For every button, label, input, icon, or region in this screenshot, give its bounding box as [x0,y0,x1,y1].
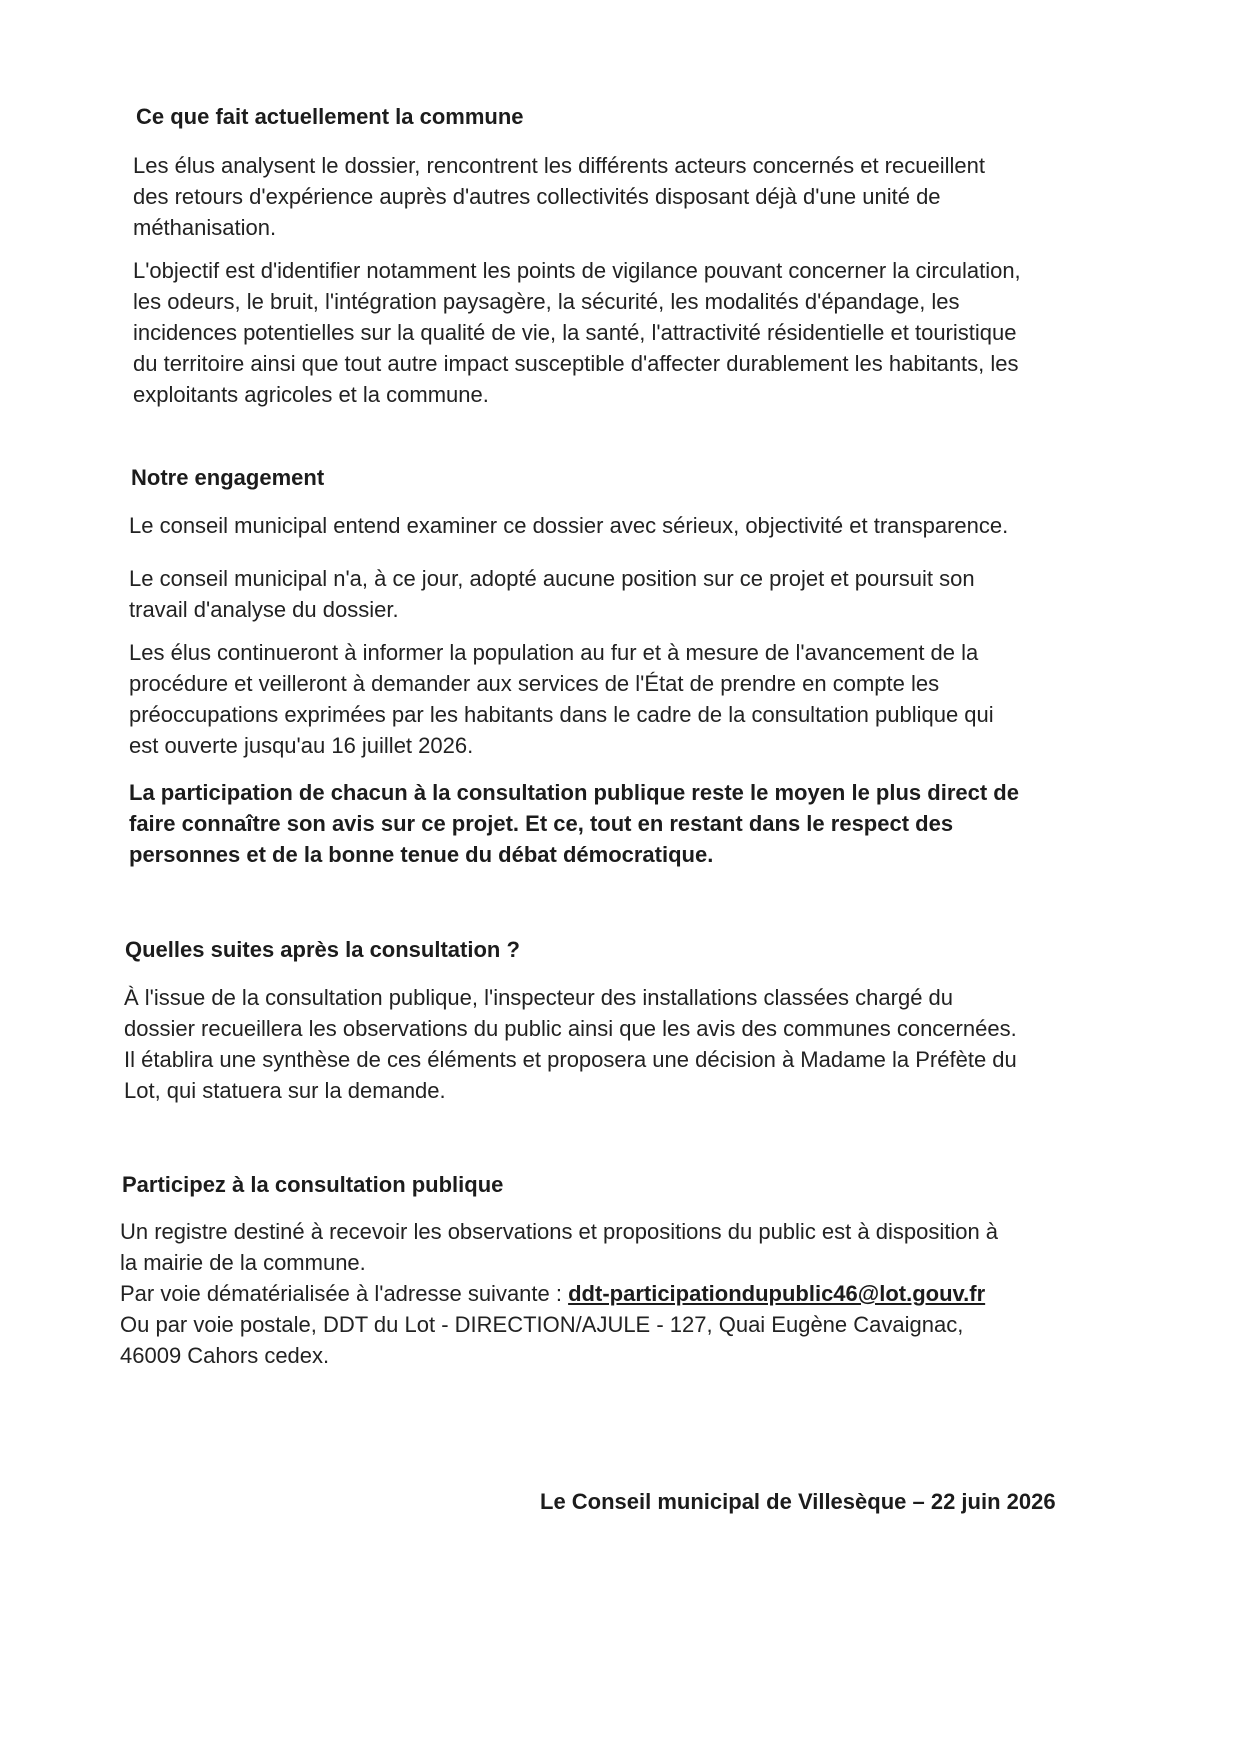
text-line: méthanisation. [133,215,277,240]
heading-suites: Quelles suites après la consultation ? [125,937,520,962]
text-line: La participation de chacun à la consultation publique reste le moyen le plus direct de [129,780,1019,805]
heading-engagement: Notre engagement [131,465,325,490]
paragraph-issue-consultation [124,982,1144,1106]
text-line: Il établira une synthèse de ces éléments et proposera une décision à Madame la Préfète du [124,1047,1017,1072]
text-line: Lot, qui statuera sur la demande. [124,1078,446,1103]
text-line: Le conseil municipal entend examiner ce dossier avec sérieux, objectivité et transparence. [129,513,1009,538]
text-line: Le conseil municipal n'a, à ce jour, adopté aucune position sur ce projet et poursuit son [129,566,975,591]
paragraph-elus-analysent [133,150,1133,243]
email-prefix: Par voie dématérialisée à l'adresse suivante : [120,1281,569,1306]
text-line: 46009 Cahors cedex. [120,1343,330,1368]
text-line: procédure et veilleront à demander aux services de l'État de prendre en compte les [129,671,940,696]
paragraph-participation-bold [129,777,1149,870]
text-line: la mairie de la commune. [120,1250,366,1275]
text-line: Les élus continueront à informer la population au fur et à mesure de l'avancement de la [129,640,979,665]
paragraph-informer [129,637,1139,761]
text-line: préoccupations exprimées par les habitants dans le cadre de la consultation publique qui [129,702,994,727]
text-line: est ouverte jusqu'au 16 juillet 2026. [129,733,474,758]
text-line: Un registre destiné à recevoir les observations et propositions du public est à disposition à [120,1219,999,1244]
heading-participez: Participez à la consultation publique [122,1172,504,1197]
paragraph-aucune-position [129,563,1139,625]
email-link[interactable]: ddt-participationdupublic46@lot.gouv.fr [568,1281,986,1306]
signature: Le Conseil municipal de Villesèque – 22 juin 2026 [540,1489,1056,1514]
paragraph-objectif [133,255,1143,410]
text-line: travail d'analyse du dossier. [129,597,399,622]
text-line: L'objectif est d'identifier notamment les points de vigilance pouvant concerner la circulation, [133,258,1021,283]
text-line: incidences potentielles sur la qualité de vie, la santé, l'attractivité résidentielle et touristique [133,320,1017,345]
paragraph-registre [120,1216,1140,1371]
paragraph-examiner [129,510,1139,541]
text-line: des retours d'expérience auprès d'autres collectivités disposant déjà d'une unité de [133,184,941,209]
text-line: faire connaître son avis sur ce projet. Et ce, tout en restant dans le respect des [129,811,954,836]
text-line: À l'issue de la consultation publique, l'inspecteur des installations classées chargé du [124,985,954,1010]
text-line: Les élus analysent le dossier, rencontrent les différents acteurs concernés et recueillent [133,153,985,178]
heading-current-actions: Ce que fait actuellement la commune [136,104,524,129]
text-line: Ou par voie postale, DDT du Lot - DIRECTION/AJULE - 127, Quai Eugène Cavaignac, [120,1312,964,1337]
text-line: du territoire ainsi que tout autre impact susceptible d'affecter durablement les habitants, les [133,351,1019,376]
text-line: exploitants agricoles et la commune. [133,382,489,407]
text-line: personnes et de la bonne tenue du débat démocratique. [129,842,714,867]
text-line: les odeurs, le bruit, l'intégration paysagère, la sécurité, les modalités d'épandage, les [133,289,960,314]
text-line: dossier recueillera les observations du public ainsi que les avis des communes concernées. [124,1016,1017,1041]
text-line-email [120,1278,1140,1309]
